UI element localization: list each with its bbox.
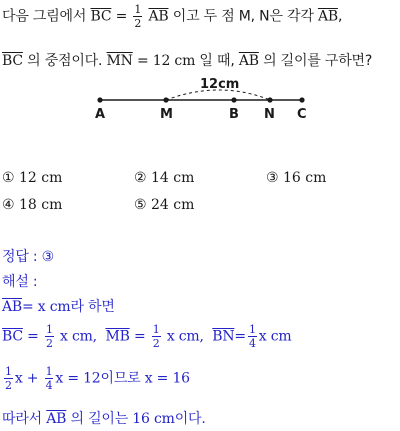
segment-ab: $\overline{AB}$	[2, 299, 22, 315]
explanation-text: 따라서	[2, 411, 42, 427]
question-line-2	[2, 50, 372, 70]
option-2[interactable]: ② 14 cm	[134, 170, 195, 186]
fraction-denominator: 2	[152, 337, 160, 350]
explanation-line-1	[2, 296, 115, 316]
explanation-line-4	[2, 408, 206, 428]
point-label-m: M	[160, 107, 173, 122]
point-c-dot	[299, 97, 304, 102]
segment-mn: $\overline{MN}$	[106, 53, 133, 69]
option-3[interactable]: ③ 16 cm	[266, 170, 327, 186]
question-text: ,	[337, 8, 343, 25]
fraction-half	[133, 4, 142, 29]
fraction-numerator: 1	[5, 365, 12, 378]
option-4[interactable]: ④ 18 cm	[2, 197, 63, 213]
explanation-text: x cm,	[166, 328, 204, 345]
option-5[interactable]: ⑤ 24 cm	[134, 197, 195, 213]
point-label-a: A	[95, 107, 106, 122]
segment-ab: $\overline{AB}$	[148, 8, 169, 25]
fraction-numerator: 1	[152, 323, 160, 336]
point-a-dot	[97, 97, 102, 102]
fraction-denominator: 4	[248, 337, 256, 350]
question-line-1	[2, 4, 342, 29]
question-text: 이고 두 점 M, N은 각각	[172, 8, 314, 25]
equals-sign: =	[27, 328, 39, 345]
fraction-half	[45, 324, 54, 349]
fraction-quarter	[45, 366, 54, 391]
fraction-numerator: 1	[45, 365, 53, 378]
segment-ab: $\overline{AB}$	[46, 411, 67, 427]
explanation-text: x cm	[258, 328, 292, 345]
explanation-line-3	[2, 366, 190, 391]
explanation-text: 의 길이는 16 cm이다.	[70, 411, 206, 427]
fraction-numerator: 1	[45, 323, 53, 336]
segment-ab: $\overline{AB}$	[238, 53, 259, 69]
equals-sign: =	[133, 328, 146, 345]
segment-bn: $\overline{BN}$	[212, 328, 235, 345]
fraction-numerator: 1	[134, 3, 142, 16]
option-1[interactable]: ① 12 cm	[2, 170, 63, 186]
question-text: 일 때,	[199, 53, 235, 69]
fraction-half	[152, 324, 161, 349]
segment-bc: $\overline{BC}$	[90, 8, 112, 25]
equals-sign: =	[234, 328, 246, 345]
segment-bc: $\overline{BC}$	[2, 53, 23, 69]
fraction-denominator: 2	[45, 337, 53, 350]
fraction-denominator: 4	[45, 379, 53, 392]
segment-ab: $\overline{AB}$	[317, 8, 338, 25]
point-label-b: B	[229, 107, 239, 122]
point-label-c: C	[297, 107, 307, 122]
point-label-n: N	[264, 107, 275, 122]
equals-sign: =	[115, 8, 128, 25]
explanation-text: x cm,	[60, 328, 97, 345]
answer-label: 정답 : ③	[2, 249, 55, 265]
segment-bc: $\overline{BC}$	[2, 328, 23, 345]
question-text: 다음 그림에서	[2, 8, 87, 25]
line-segment-figure	[80, 78, 320, 124]
fraction-quarter	[248, 324, 257, 349]
fraction-denominator: 2	[134, 17, 142, 30]
point-n-dot	[267, 97, 272, 102]
explanation-text: x = 12이므로 x = 16	[55, 370, 190, 387]
explanation-line-2	[2, 324, 291, 349]
point-m-dot	[163, 97, 168, 102]
fraction-denominator: 2	[5, 379, 12, 392]
segment-mb: $\overline{MB}$	[105, 328, 130, 345]
fraction-numerator: 1	[248, 323, 256, 336]
explanation-text: = x cm라 하면	[22, 299, 115, 315]
question-text: 의 길이를 구하면?	[263, 53, 373, 69]
explanation-text: x +	[14, 370, 39, 387]
question-text: 의 중점이다.	[27, 53, 103, 69]
mn-length: = 12 cm	[136, 53, 196, 69]
fraction-half	[4, 366, 13, 391]
distance-label: 12cm	[200, 77, 240, 92]
point-b-dot	[231, 97, 236, 102]
explanation-title: 해설 :	[2, 274, 38, 290]
